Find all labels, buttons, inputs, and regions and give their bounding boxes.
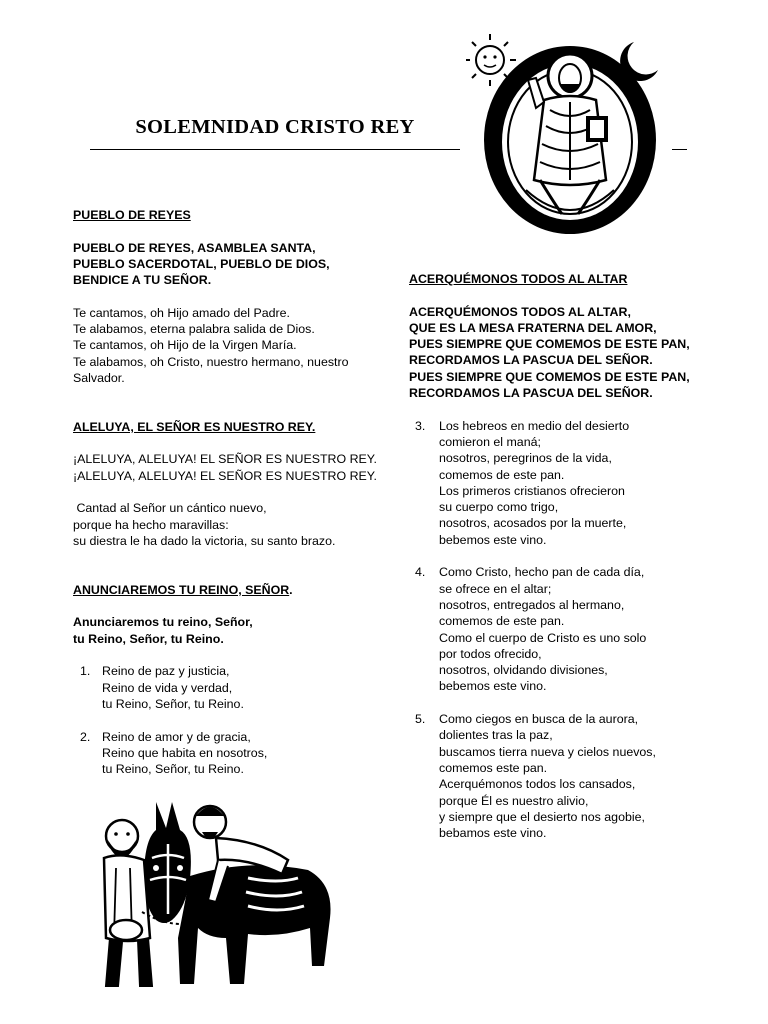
text-line: comemos de este pan. (439, 467, 565, 482)
text-line: BENDICE A TU SEÑOR. (73, 273, 212, 288)
text-line: Reino de paz y justicia, (102, 664, 230, 679)
list-item (409, 418, 709, 548)
text-line: comemos este pan. (439, 760, 548, 775)
item-number: 3. (415, 418, 426, 433)
chorus-aleluya (73, 451, 377, 484)
christ-pantocrator-illustration (466, 30, 672, 240)
text-line: bebamos este vino. (439, 826, 547, 841)
text-line: comieron el maná; (439, 434, 541, 449)
text-line: buscamos tierra nueva y cielos nuevos, (439, 744, 656, 759)
section-heading-pueblo: PUEBLO DE REYES (73, 208, 191, 222)
text-line: QUE ES LA MESA FRATERNA DEL AMOR, (409, 320, 657, 335)
title-rule (90, 149, 460, 150)
left-column (73, 207, 377, 777)
text-line: PUES SIEMPRE QUE COMEMOS DE ESTE PAN, (409, 337, 690, 352)
text-line: RECORDAMOS LA PASCUA DEL SEÑOR. (409, 353, 653, 368)
right-column (409, 271, 709, 841)
text-line: nosotros, entregados al hermano, (439, 597, 625, 612)
text-line: Los hebreos en medio del desierto (439, 418, 630, 433)
text-line: ACERQUÉMONOS TODOS AL ALTAR, (409, 304, 631, 319)
section-heading-anunciaremos-wrap (73, 582, 373, 598)
text-line: Te alabamos, eterna palabra salida de Dios. (73, 322, 315, 337)
item-number: 4. (415, 565, 426, 580)
text-line: PUEBLO DE REYES, ASAMBLEA SANTA, (73, 240, 316, 255)
list-item (73, 663, 373, 712)
donkey-samaritan-illustration (98, 788, 338, 998)
text-line: y siempre que el desierto nos agobie, (439, 809, 645, 824)
text-line: RECORDAMOS LA PASCUA DEL SEÑOR. (409, 386, 653, 401)
text-line: PUEBLO SACERDOTAL, PUEBLO DE DIOS, (73, 256, 330, 271)
text-line: Salvador. (73, 370, 125, 385)
verse-aleluya (73, 500, 373, 549)
text-line: Anunciaremos tu reino, Señor, (73, 615, 253, 630)
section-heading-anunciaremos: ANUNCIAREMOS TU REINO, SEÑOR (73, 582, 290, 597)
text-line: Como el cuerpo de Cristo es uno solo (439, 630, 647, 645)
text-line: nosotros, acosados por la muerte, (439, 516, 627, 531)
text-line: tu Reino, Señor, tu Reino. (102, 696, 244, 711)
text-line: Te alabamos, oh Cristo, nuestro hermano, nuestro (73, 354, 349, 369)
text-line: se ofrece en el altar; (439, 581, 552, 596)
text-line: Reino de vida y verdad, (102, 680, 233, 695)
chorus-anunciaremos (73, 614, 373, 647)
list-item (409, 564, 709, 694)
text-line: Cantad al Señor un cántico nuevo, (73, 501, 267, 516)
text-line: por todos ofrecido, (439, 646, 542, 661)
chorus-pueblo (73, 240, 373, 289)
text-line: comemos de este pan. (439, 614, 565, 629)
section-heading-aleluya: ALELUYA, EL SEÑOR ES NUESTRO REY. (73, 419, 316, 434)
text-line: su cuerpo como trigo, (439, 500, 559, 515)
text-line: dolientes tras la paz, (439, 728, 553, 743)
text-line: Reino de amor y de gracia, (102, 729, 251, 744)
text-line: ¡ALELUYA, ALELUYA! EL SEÑOR ES NUESTRO REY. (73, 452, 377, 467)
text-line: PUES SIEMPRE QUE COMEMOS DE ESTE PAN, (409, 369, 690, 384)
text-line: porque ha hecho maravillas: (73, 517, 229, 532)
text-line: bebemos este vino. (439, 679, 547, 694)
section-heading-acerquemonos: ACERQUÉMONOS TODOS AL ALTAR (409, 272, 628, 286)
text-line: Los primeros cristianos ofrecieron (439, 483, 625, 498)
text-line: porque Él es nuestro alivio, (439, 793, 589, 808)
item-number: 5. (415, 712, 426, 727)
text-line: su diestra le ha dado la victoria, su santo brazo. (73, 533, 336, 548)
item-number: 2. (80, 729, 91, 744)
text-line: Te cantamos, oh Hijo amado del Padre. (73, 305, 290, 320)
list-item (409, 711, 709, 841)
chorus-acerquemonos (409, 304, 709, 402)
text-line: Reino que habita en nosotros, (102, 745, 268, 760)
text-line: Como Cristo, hecho pan de cada día, (439, 565, 645, 580)
text-line: tu Reino, Señor, tu Reino. (73, 631, 224, 646)
verse-pueblo (73, 305, 373, 386)
item-number: 1. (80, 664, 91, 679)
text-line: Te cantamos, oh Hijo de la Virgen María. (73, 338, 297, 353)
title-rule-end (672, 149, 687, 150)
text-line: nosotros, peregrinos de la vida, (439, 451, 612, 466)
text-line: Acerquémonos todos los cansados, (439, 777, 636, 792)
text-line: bebemos este vino. (439, 532, 547, 547)
text-line: nosotros, olvidando divisiones, (439, 663, 608, 678)
heading-period: . (289, 582, 293, 597)
text-line: tu Reino, Señor, tu Reino. (102, 762, 244, 777)
text-line: Como ciegos en busca de la aurora, (439, 712, 639, 727)
page-title: SOLEMNIDAD CRISTO REY (135, 116, 415, 138)
list-item (73, 729, 373, 778)
text-line: ¡ALELUYA, ALELUYA! EL SEÑOR ES NUESTRO REY. (73, 468, 377, 483)
